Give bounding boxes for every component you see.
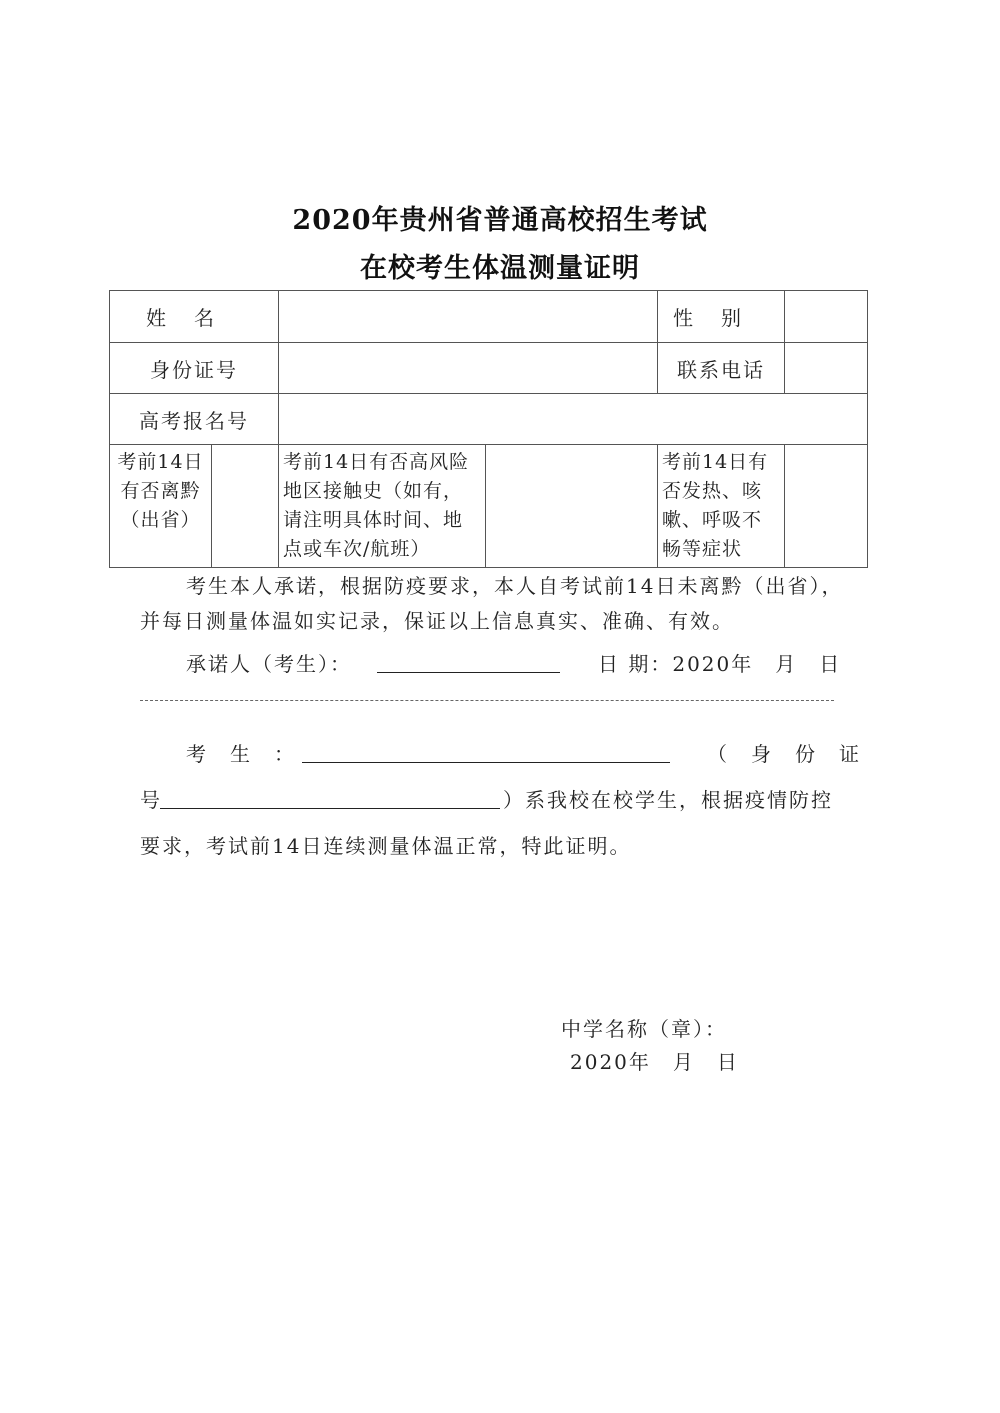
risk-area-value-cell[interactable] — [486, 445, 658, 568]
label-line: 考前14日 — [117, 451, 204, 473]
certificate-id-label: （ 身 份 证 — [707, 742, 861, 766]
exam-registration-label: 高考报名号 — [110, 394, 279, 445]
name-value-cell[interactable] — [279, 291, 658, 343]
label-line: 考前14日有否高风险 — [283, 451, 470, 473]
certificate-text-line2: ）系我校在校学生，根据疫情防控 — [503, 788, 833, 812]
label-line: 畅等症状 — [662, 538, 743, 560]
pledge-date-label: 日 期：2020年 月 日 — [598, 652, 842, 676]
certificate-student-name-line[interactable] — [302, 738, 670, 763]
gender-label: 性别 — [658, 291, 785, 343]
label-line: 考前14日有 — [662, 451, 769, 473]
phone-value-cell[interactable] — [785, 343, 868, 394]
label-line: 有否离黔 — [120, 480, 201, 502]
symptoms-value-cell[interactable] — [785, 445, 868, 568]
certificate-id-label-cont: 号 — [140, 788, 162, 812]
pledge-signature-line[interactable] — [377, 648, 560, 673]
label-line: 否发热、咳 — [662, 480, 763, 502]
label-line: 嗽、呼吸不 — [662, 509, 763, 531]
label-line: （出省） — [120, 509, 201, 531]
school-seal-label: 中学名称（章）： — [561, 1017, 727, 1041]
certificate-student-label: 考 生 ： — [186, 742, 296, 766]
pledge-signer-label: 承诺人（考生）： — [186, 652, 352, 676]
certificate-id-number-line[interactable] — [160, 784, 500, 809]
document-subtitle: 在校考生体温测量证明 — [360, 253, 640, 284]
left-guizhou-value-cell[interactable] — [212, 445, 279, 568]
pledge-text-line2: 并每日测量体温如实记录，保证以上信息真实、准确、有效。 — [140, 609, 734, 633]
school-date: 2020年 月 日 — [570, 1050, 739, 1074]
pledge-text-line1: 考生本人承诺，根据防疫要求，本人自考试前14日未离黔（出省）， — [186, 574, 844, 598]
label-line: 点或车次/航班） — [283, 538, 431, 560]
certificate-text-line3: 要求，考试前14日连续测量体温正常，特此证明。 — [140, 834, 632, 858]
label-line: 地区接触史（如有， — [283, 480, 464, 502]
risk-area-label — [279, 445, 486, 568]
symptoms-label — [658, 445, 785, 568]
info-table — [109, 290, 868, 568]
cut-line-divider — [140, 700, 834, 701]
exam-registration-value-cell[interactable] — [279, 394, 868, 445]
phone-label: 联系电话 — [658, 343, 785, 394]
id-number-label: 身份证号 — [110, 343, 279, 394]
name-label: 姓名 — [110, 291, 279, 343]
gender-value-cell[interactable] — [785, 291, 868, 343]
document-title: 2020年贵州省普通高校招生考试 — [292, 205, 708, 236]
label-line: 请注明具体时间、地 — [283, 509, 464, 531]
left-guizhou-label — [110, 445, 212, 568]
id-number-value-cell[interactable] — [279, 343, 658, 394]
